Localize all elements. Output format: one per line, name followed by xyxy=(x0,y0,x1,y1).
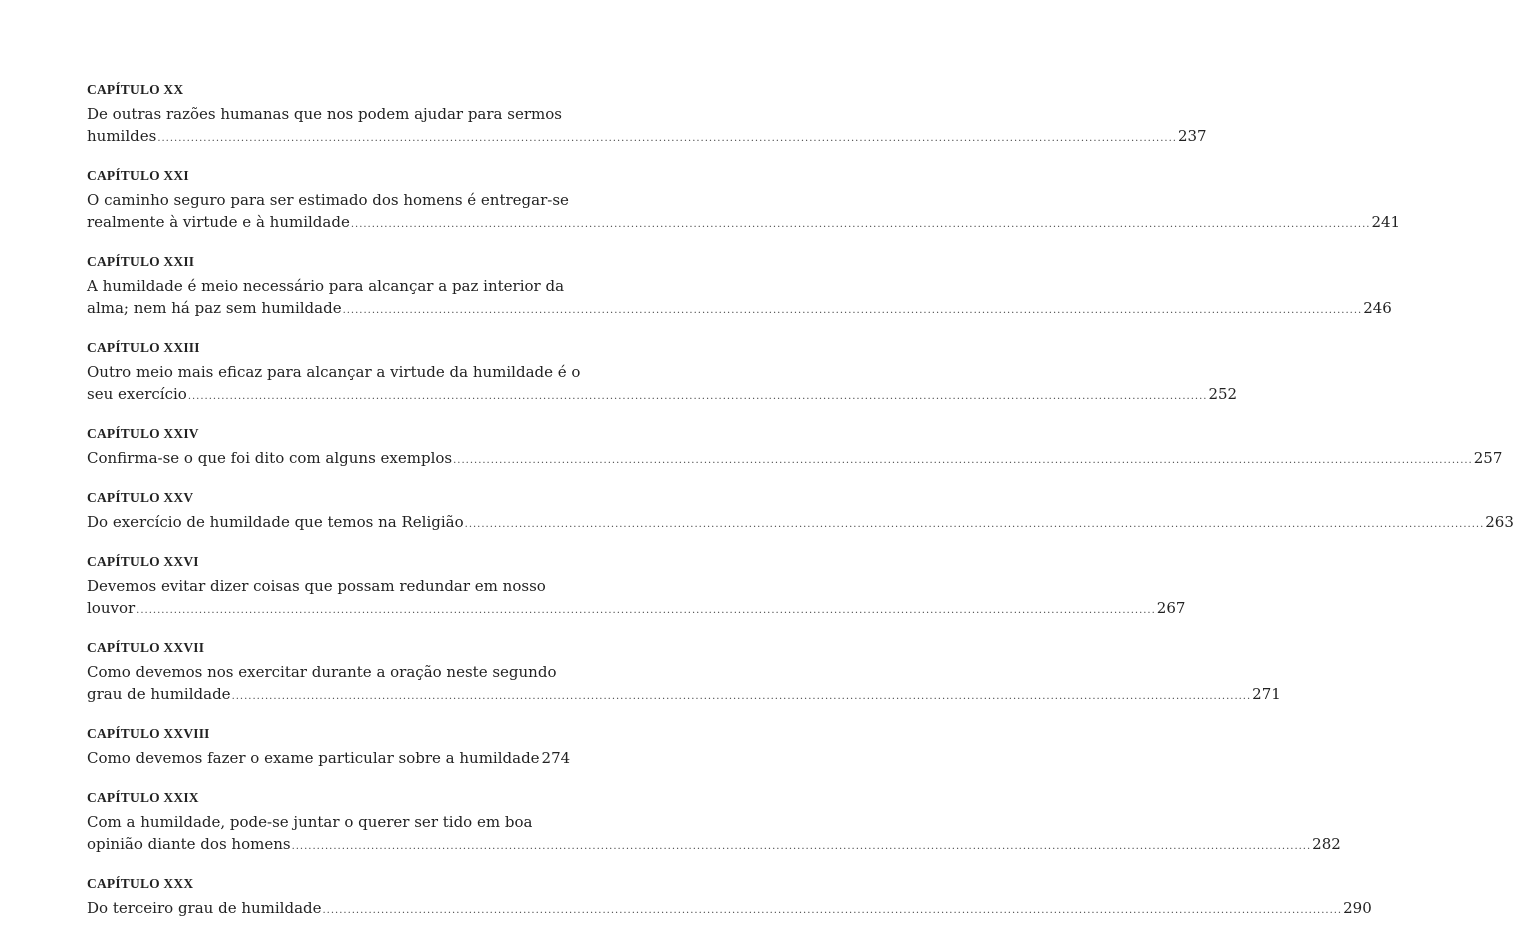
chapter-title xyxy=(87,103,1207,150)
chapter-title-last-line xyxy=(87,125,1207,150)
page-number: 237 xyxy=(1177,127,1207,145)
chapter-title-line: De outras razões humanas que nos podem ajudar para sermos xyxy=(87,105,562,123)
page-number: 246 xyxy=(1363,299,1392,317)
chapter-title-text: Do exercício de humildade que temos na Religião xyxy=(87,513,464,531)
chapter-title-line: A humildade é meio necessário para alcançar a paz interior da xyxy=(87,277,565,295)
table-of-contents xyxy=(87,82,1514,940)
page-number: 282 xyxy=(1312,835,1341,853)
chapter-label: CAPÍTULO XXIX xyxy=(87,790,199,805)
toc-entry[interactable] xyxy=(87,426,1503,472)
chapter-title-text: realmente à virtude e à humildade xyxy=(87,213,350,231)
chapter-title-line: Como devemos nos exercitar durante a oração neste segundo xyxy=(87,663,557,681)
chapter-title-text: louvor xyxy=(87,599,136,617)
chapter-title xyxy=(87,361,1238,408)
chapter-label: CAPÍTULO XXVI xyxy=(87,554,199,569)
page-number: 263 xyxy=(1485,513,1514,531)
chapter-title xyxy=(87,811,1341,858)
chapter-title-line: Outro meio mais eficaz para alcançar a virtude da humildade é o xyxy=(87,363,581,381)
chapter-title xyxy=(87,747,571,772)
page-number: 274 xyxy=(541,749,571,767)
chapter-label: CAPÍTULO XXVII xyxy=(87,640,205,655)
chapter-title xyxy=(87,447,1503,472)
chapter-title-last-line xyxy=(87,683,1281,708)
chapter-title-last-line xyxy=(87,833,1341,858)
chapter-label: CAPÍTULO XXII xyxy=(87,254,195,269)
chapter-title-last-line xyxy=(87,747,571,772)
chapter-title xyxy=(87,511,1514,536)
dot-leader xyxy=(453,450,1473,472)
chapter-title-text: grau de humildade xyxy=(87,685,231,703)
chapter-label: CAPÍTULO XXIII xyxy=(87,340,200,355)
chapter-title-text: Como devemos fazer o exame particular sobre a humildade xyxy=(87,749,540,767)
chapter-label: CAPÍTULO XXV xyxy=(87,490,194,505)
chapter-label: CAPÍTULO XXVIII xyxy=(87,726,210,741)
dot-leader xyxy=(351,214,1371,236)
toc-entry[interactable] xyxy=(87,168,1401,236)
toc-entry[interactable] xyxy=(87,876,1372,922)
chapter-title-line: Devemos evitar dizer coisas que possam redundar em nosso xyxy=(87,577,546,595)
chapter-title-text: alma; nem há paz sem humildade xyxy=(87,299,342,317)
toc-entry[interactable] xyxy=(87,490,1514,536)
toc-entry[interactable] xyxy=(87,340,1238,408)
page-number: 290 xyxy=(1343,899,1372,917)
dot-leader xyxy=(188,386,1208,408)
page-number: 241 xyxy=(1371,213,1401,231)
page-number: 271 xyxy=(1252,685,1281,703)
chapter-title-last-line xyxy=(87,383,1238,408)
chapter-title xyxy=(87,897,1372,922)
toc-entry[interactable] xyxy=(87,554,1186,622)
chapter-title-last-line xyxy=(87,211,1401,236)
chapter-title-line: Com a humildade, pode-se juntar o querer ser tido em boa xyxy=(87,813,533,831)
chapter-label: CAPÍTULO XXIV xyxy=(87,426,199,441)
chapter-title-text: Confirma-se o que foi dito com alguns exemplos xyxy=(87,449,453,467)
dot-leader xyxy=(136,600,1156,622)
chapter-title-last-line xyxy=(87,447,1503,472)
dot-leader xyxy=(232,686,1252,708)
chapter-title-last-line xyxy=(87,297,1392,322)
dot-leader xyxy=(292,836,1312,858)
chapter-title xyxy=(87,661,1281,708)
chapter-title xyxy=(87,189,1401,236)
chapter-title-text: Do terceiro grau de humildade xyxy=(87,899,322,917)
chapter-title-text: opinião diante dos homens xyxy=(87,835,291,853)
chapter-title-line: O caminho seguro para ser estimado dos homens é entregar-se xyxy=(87,191,569,209)
page-number: 252 xyxy=(1208,385,1238,403)
toc-entry[interactable] xyxy=(87,640,1281,708)
dot-leader xyxy=(323,900,1343,922)
dot-leader xyxy=(465,514,1485,536)
toc-entry[interactable] xyxy=(87,790,1341,858)
chapter-label: CAPÍTULO XXI xyxy=(87,168,189,183)
toc-entry[interactable] xyxy=(87,82,1207,150)
dot-leader xyxy=(343,300,1363,322)
toc-entry[interactable] xyxy=(87,254,1392,322)
toc-entry[interactable] xyxy=(87,726,571,772)
chapter-title-text: humildes xyxy=(87,127,157,145)
chapter-title-last-line xyxy=(87,511,1514,536)
page-number: 257 xyxy=(1473,449,1503,467)
chapter-label: CAPÍTULO XXX xyxy=(87,876,194,891)
chapter-title-last-line xyxy=(87,897,1372,922)
chapter-title-last-line xyxy=(87,597,1186,622)
page-number: 267 xyxy=(1156,599,1186,617)
chapter-title-text: seu exercício xyxy=(87,385,187,403)
dot-leader xyxy=(157,128,1177,150)
chapter-title xyxy=(87,575,1186,622)
chapter-title xyxy=(87,275,1392,322)
chapter-label: CAPÍTULO XX xyxy=(87,82,184,97)
